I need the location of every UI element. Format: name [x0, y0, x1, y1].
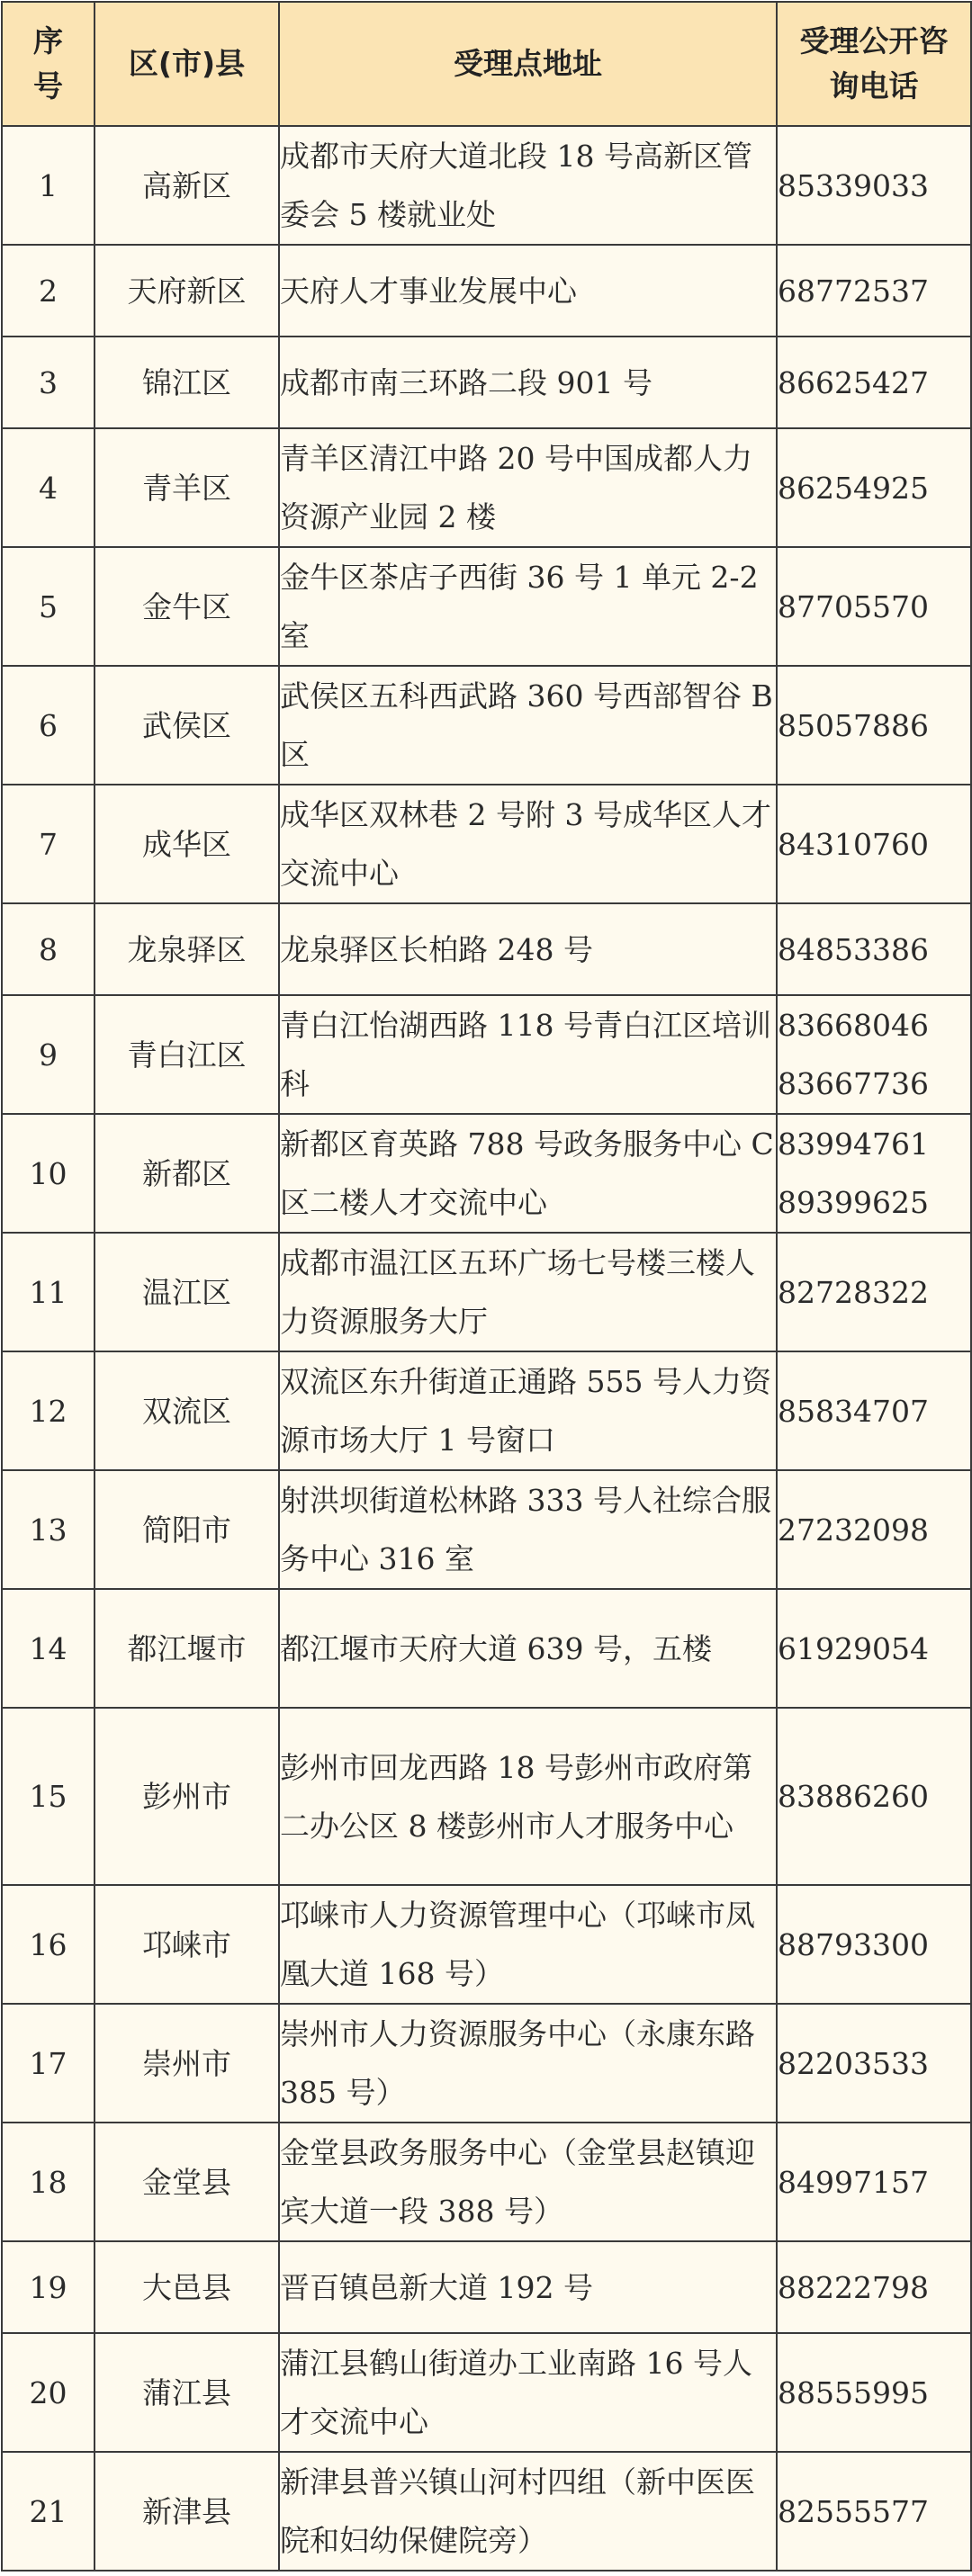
district-cell: 锦江区 [94, 337, 279, 428]
address-cell: 邛崃市人力资源管理中心（邛崃市凤凰大道 168 号） [279, 1885, 777, 2004]
phone-cell [777, 428, 971, 547]
row-number: 20 [2, 2333, 94, 2452]
header-no: 序号 [2, 2, 94, 126]
row-number: 10 [2, 1114, 94, 1233]
table-row [2, 428, 971, 547]
phone-cell [777, 2333, 971, 2452]
row-number: 17 [2, 2004, 94, 2123]
table-row [2, 666, 971, 785]
address-cell: 都江堰市天府大道 639 号，五楼 [279, 1589, 777, 1708]
header-phone: 受理公开咨询电话 [777, 2, 971, 126]
row-number: 16 [2, 1885, 94, 2004]
row-number: 7 [2, 785, 94, 903]
district-cell: 金牛区 [94, 547, 279, 666]
table-row [2, 1470, 971, 1589]
address-cell: 射洪坝街道松林路 333 号人社综合服务中心 316 室 [279, 1470, 777, 1589]
district-cell: 温江区 [94, 1233, 279, 1351]
district-cell: 武侯区 [94, 666, 279, 785]
phone-number: 89399625 [778, 1185, 929, 1220]
phone-number: 86625427 [778, 364, 929, 400]
address-cell: 崇州市人力资源服务中心（永康东路 385 号） [279, 2004, 777, 2123]
row-number: 21 [2, 2452, 94, 2571]
table-row [2, 1114, 971, 1233]
row-number: 5 [2, 547, 94, 666]
district-cell: 新津县 [94, 2452, 279, 2571]
district-cell: 邛崃市 [94, 1885, 279, 2004]
row-number: 18 [2, 2123, 94, 2241]
table-row [2, 2333, 971, 2452]
header-row [2, 2, 971, 126]
table-row [2, 547, 971, 666]
phone-number: 85057886 [778, 707, 929, 743]
address-cell: 金堂县政务服务中心（金堂县赵镇迎宾大道一段 388 号） [279, 2123, 777, 2241]
phone-number: 68772537 [778, 273, 929, 309]
table-row [2, 1589, 971, 1708]
phone-cell [777, 2123, 971, 2241]
row-number: 13 [2, 1470, 94, 1589]
table-row [2, 2452, 971, 2571]
row-number: 12 [2, 1351, 94, 1470]
phone-cell [777, 547, 971, 666]
phone-number: 84310760 [778, 826, 929, 862]
phone-cell [777, 245, 971, 337]
table-body [2, 126, 971, 2571]
address-cell: 龙泉驿区长柏路 248 号 [279, 903, 777, 995]
table-row [2, 245, 971, 337]
address-cell: 青羊区清江中路 20 号中国成都人力资源产业园 2 楼 [279, 428, 777, 547]
header-district: 区(市)县 [94, 2, 279, 126]
phone-number: 87705570 [778, 588, 929, 624]
district-cell: 双流区 [94, 1351, 279, 1470]
district-cell: 新都区 [94, 1114, 279, 1233]
phone-cell [777, 1885, 971, 2004]
district-cell: 龙泉驿区 [94, 903, 279, 995]
phone-number: 85339033 [778, 167, 929, 203]
district-cell: 崇州市 [94, 2004, 279, 2123]
table-row [2, 126, 971, 245]
phone-number: 83886260 [778, 1779, 929, 1814]
phone-cell [777, 2241, 971, 2333]
phone-cell [777, 1114, 971, 1233]
address-cell: 晋百镇邑新大道 192 号 [279, 2241, 777, 2333]
table-row [2, 2123, 971, 2241]
phone-cell [777, 903, 971, 995]
phone-number: 88555995 [778, 2374, 929, 2410]
address-cell: 双流区东升街道正通路 555 号人力资源市场大厅 1 号窗口 [279, 1351, 777, 1470]
district-cell: 青白江区 [94, 995, 279, 1114]
table-row [2, 903, 971, 995]
table-row [2, 1885, 971, 2004]
address-cell: 武侯区五科西武路 360 号西部智谷 B 区 [279, 666, 777, 785]
phone-number: 84853386 [778, 931, 929, 967]
phone-cell [777, 995, 971, 1114]
phone-cell [777, 1470, 971, 1589]
address-cell: 青白江怡湖西路 118 号青白江区培训科 [279, 995, 777, 1114]
address-cell: 成都市温江区五环广场七号楼三楼人力资源服务大厅 [279, 1233, 777, 1351]
row-number: 8 [2, 903, 94, 995]
row-number: 4 [2, 428, 94, 547]
header-address: 受理点地址 [279, 2, 777, 126]
phone-number: 88793300 [778, 1926, 929, 1962]
phone-number: 85834707 [778, 1393, 929, 1429]
address-cell: 成都市南三环路二段 901 号 [279, 337, 777, 428]
phone-number: 86254925 [778, 470, 929, 506]
address-cell: 蒲江县鹤山街道办工业南路 16 号人才交流中心 [279, 2333, 777, 2452]
phone-number: 83667736 [778, 1066, 929, 1101]
phone-cell [777, 785, 971, 903]
phone-number: 61929054 [778, 1630, 929, 1666]
row-number: 6 [2, 666, 94, 785]
row-number: 2 [2, 245, 94, 337]
phone-cell [777, 337, 971, 428]
address-cell: 新津县普兴镇山河村四组（新中医医院和妇幼保健院旁） [279, 2452, 777, 2571]
table-row [2, 1233, 971, 1351]
row-number: 15 [2, 1708, 94, 1885]
district-cell: 成华区 [94, 785, 279, 903]
phone-cell [777, 1351, 971, 1470]
table-row [2, 2004, 971, 2123]
table-row [2, 2241, 971, 2333]
table-row [2, 1351, 971, 1470]
phone-number: 82555577 [778, 2493, 929, 2529]
district-cell: 青羊区 [94, 428, 279, 547]
row-number: 1 [2, 126, 94, 245]
address-cell: 成华区双林巷 2 号附 3 号成华区人才交流中心 [279, 785, 777, 903]
table-row [2, 995, 971, 1114]
phone-number: 83668046 [778, 1008, 929, 1043]
phone-number: 82728322 [778, 1274, 929, 1310]
phone-cell [777, 1233, 971, 1351]
district-cell: 简阳市 [94, 1470, 279, 1589]
table-row [2, 1708, 971, 1885]
row-number: 14 [2, 1589, 94, 1708]
service-points-table [1, 1, 972, 2572]
row-number: 19 [2, 2241, 94, 2333]
address-cell: 天府人才事业发展中心 [279, 245, 777, 337]
phone-cell [777, 1708, 971, 1885]
table-row [2, 337, 971, 428]
row-number: 9 [2, 995, 94, 1114]
phone-number: 82203533 [778, 2045, 929, 2081]
district-cell: 蒲江县 [94, 2333, 279, 2452]
district-cell: 高新区 [94, 126, 279, 245]
address-cell: 新都区育英路 788 号政务服务中心 C 区二楼人才交流中心 [279, 1114, 777, 1233]
phone-number: 88222798 [778, 2269, 929, 2305]
row-number: 11 [2, 1233, 94, 1351]
address-cell: 彭州市回龙西路 18 号彭州市政府第二办公区 8 楼彭州市人才服务中心 [279, 1708, 777, 1885]
district-cell: 都江堰市 [94, 1589, 279, 1708]
district-cell: 彭州市 [94, 1708, 279, 1885]
address-cell: 成都市天府大道北段 18 号高新区管委会 5 楼就业处 [279, 126, 777, 245]
table-row [2, 785, 971, 903]
address-cell: 金牛区茶店子西街 36 号 1 单元 2-2 室 [279, 547, 777, 666]
phone-number: 84997157 [778, 2164, 929, 2200]
phone-cell [777, 2004, 971, 2123]
district-cell: 金堂县 [94, 2123, 279, 2241]
phone-cell [777, 1589, 971, 1708]
phone-cell [777, 666, 971, 785]
phone-cell [777, 126, 971, 245]
district-cell: 天府新区 [94, 245, 279, 337]
phone-number: 27232098 [778, 1512, 929, 1548]
phone-number: 83994761 [778, 1126, 929, 1162]
district-cell: 大邑县 [94, 2241, 279, 2333]
row-number: 3 [2, 337, 94, 428]
phone-cell [777, 2452, 971, 2571]
